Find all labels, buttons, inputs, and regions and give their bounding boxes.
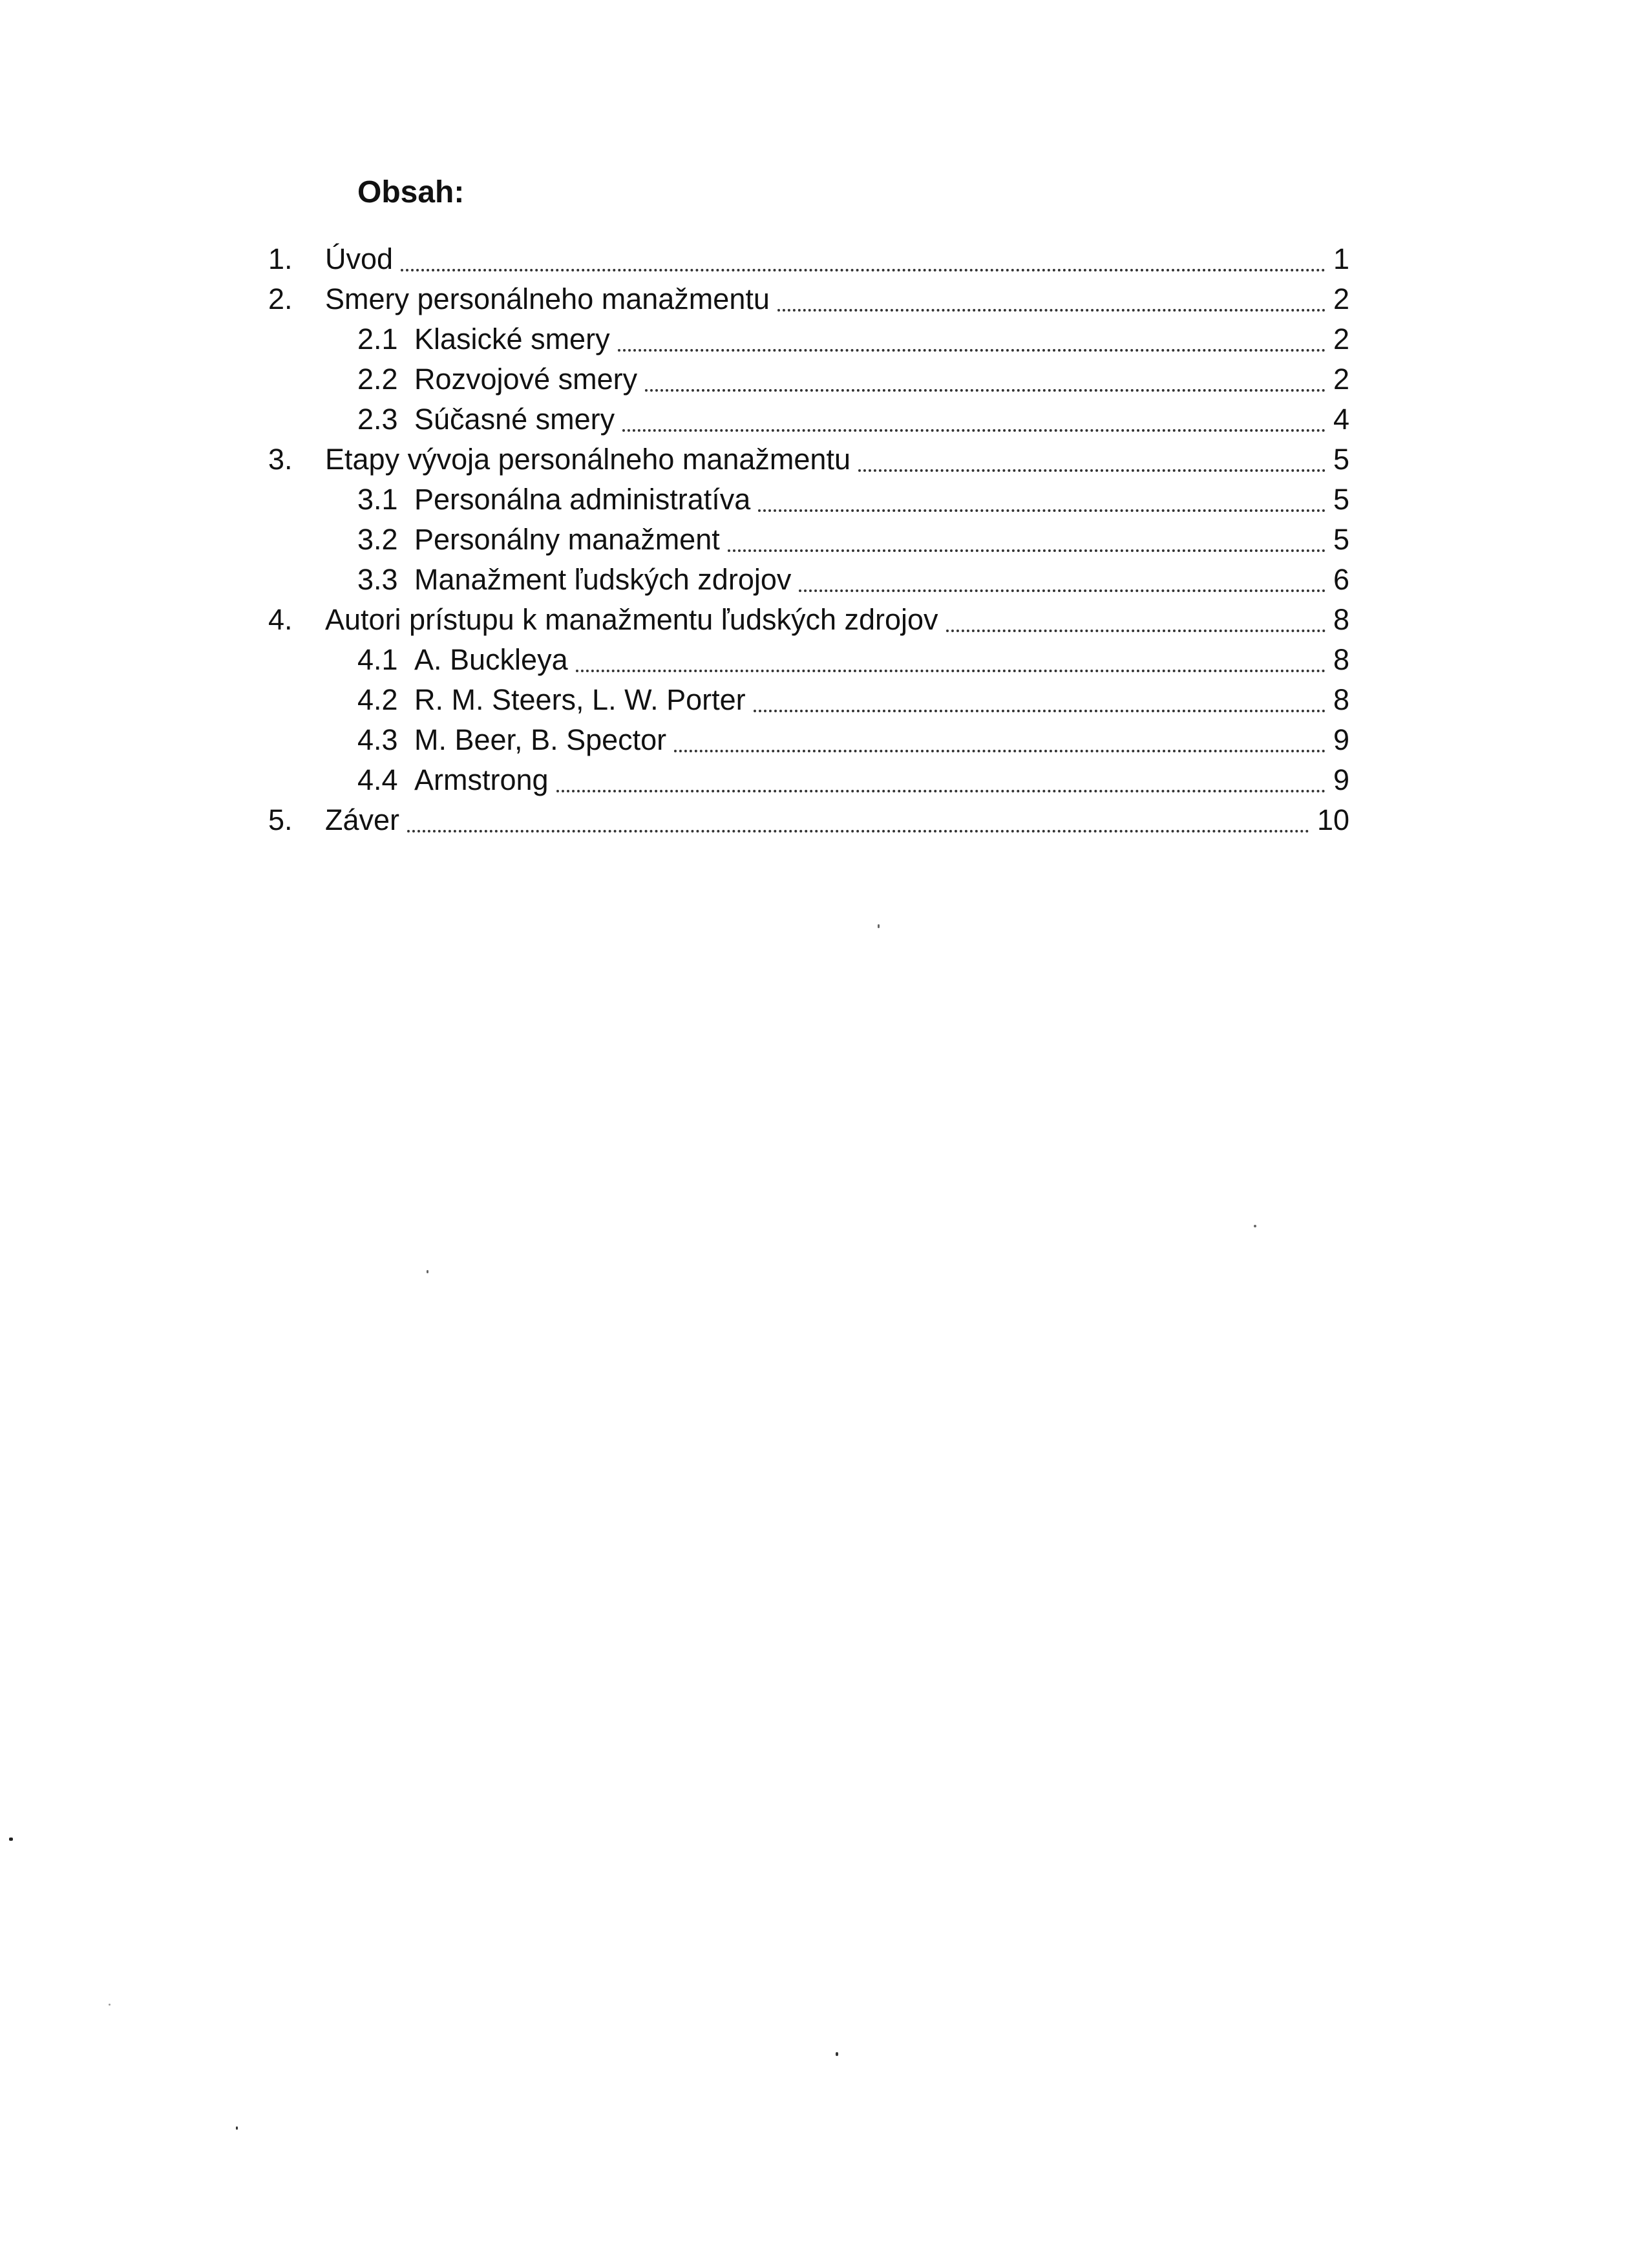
toc-entry [357,480,1349,520]
toc-entry-label: Personálny manažment [414,523,720,556]
toc-dot-leader [799,580,1326,592]
toc-entry-number: 2.3 [357,403,398,436]
scan-speck [1254,1225,1256,1227]
scan-speck [109,2004,111,2006]
toc-entry-label: Autori prístupu k manažmentu ľudských zdrojov [325,603,938,636]
toc-entry [268,440,1349,480]
toc-entry-number: 2.1 [357,323,398,355]
toc-entry-label: Smery personálneho manažmentu [325,282,770,315]
toc-entry [357,319,1349,359]
toc-entry-number: 5. [268,803,293,836]
toc-entry-number: 3.2 [357,523,398,556]
toc-dot-leader [728,540,1326,552]
toc-entry-page-number: 8 [1333,683,1349,716]
toc-entry-label: Personálna administratíva [414,483,751,516]
toc-entry-page-number: 2 [1333,363,1349,396]
scan-speck [9,1838,13,1841]
toc-dot-leader [618,340,1326,352]
toc-entry [357,399,1349,440]
toc-entry-label: Súčasné smery [414,403,615,436]
toc-dot-leader [777,300,1326,312]
toc-entry [357,560,1349,600]
toc-entry-label: Armstrong [414,763,549,796]
toc-dot-leader [556,781,1326,792]
toc-entry-number: 1. [268,242,293,275]
toc-entry-number: 2.2 [357,363,398,396]
toc-dot-leader [858,460,1326,472]
toc-entry-label: Etapy vývoja personálneho manažmentu [325,443,850,476]
toc-entry [357,760,1349,800]
toc-dot-leader [754,701,1326,712]
toc-entry [357,359,1349,399]
toc-entry-label: A. Buckleya [414,643,568,676]
toc-entry [357,720,1349,760]
toc-dot-leader [946,620,1326,632]
toc-entry-page-number: 4 [1333,403,1349,436]
toc-entry [357,520,1349,560]
toc-entry-page-number: 5 [1333,523,1349,556]
toc-entry-page-number: 8 [1333,643,1349,676]
toc-entry-number: 4.4 [357,763,398,796]
scan-speck [236,2126,238,2130]
toc-entry-page-number: 8 [1333,603,1349,636]
scan-speck [836,2052,838,2056]
toc-entry-label: M. Beer, B. Spector [414,723,667,756]
toc-entry-label: Rozvojové smery [414,363,638,396]
toc-dot-leader [645,380,1326,392]
toc-entry-number: 2. [268,282,293,315]
toc-entry-page-number: 2 [1333,282,1349,315]
toc-entry [357,680,1349,720]
toc-entry-page-number: 5 [1333,483,1349,516]
toc-entry [268,239,1349,279]
toc-entry-page-number: 2 [1333,323,1349,355]
toc-dot-leader [401,260,1326,271]
scan-speck [878,924,880,928]
toc-entry-number: 3. [268,443,293,476]
toc-entry-label: Záver [325,803,400,836]
toc-entry [357,640,1349,680]
toc-entry [268,800,1349,840]
toc-entry-page-number: 5 [1333,443,1349,476]
toc-entry-number: 3.3 [357,563,398,596]
toc-entry-page-number: 10 [1316,803,1349,836]
toc-entry-label: Úvod [325,242,394,275]
toc-entry [268,279,1349,319]
toc-entry-label: R. M. Steers, L. W. Porter [414,683,746,716]
toc-entry-number: 4.2 [357,683,398,716]
toc-entry [268,600,1349,640]
toc-entry-page-number: 9 [1333,763,1349,796]
toc-entry-page-number: 9 [1333,723,1349,756]
toc-dot-leader [758,500,1326,512]
toc-entry-number: 4. [268,603,293,636]
toc-dot-leader [576,661,1326,672]
page-title: Obsah: [357,175,465,209]
scan-speck [427,1270,428,1273]
toc-entry-page-number: 1 [1333,242,1349,275]
toc-dot-leader [407,821,1309,832]
toc-entry-label: Manažment ľudských zdrojov [414,563,792,596]
toc-dot-leader [674,741,1326,752]
toc-entry-number: 4.3 [357,723,398,756]
toc-entry-page-number: 6 [1333,563,1349,596]
toc-entry-number: 4.1 [357,643,398,676]
toc-entry-label: Klasické smery [414,323,610,355]
toc-dot-leader [622,420,1326,432]
toc-entry-number: 3.1 [357,483,398,516]
